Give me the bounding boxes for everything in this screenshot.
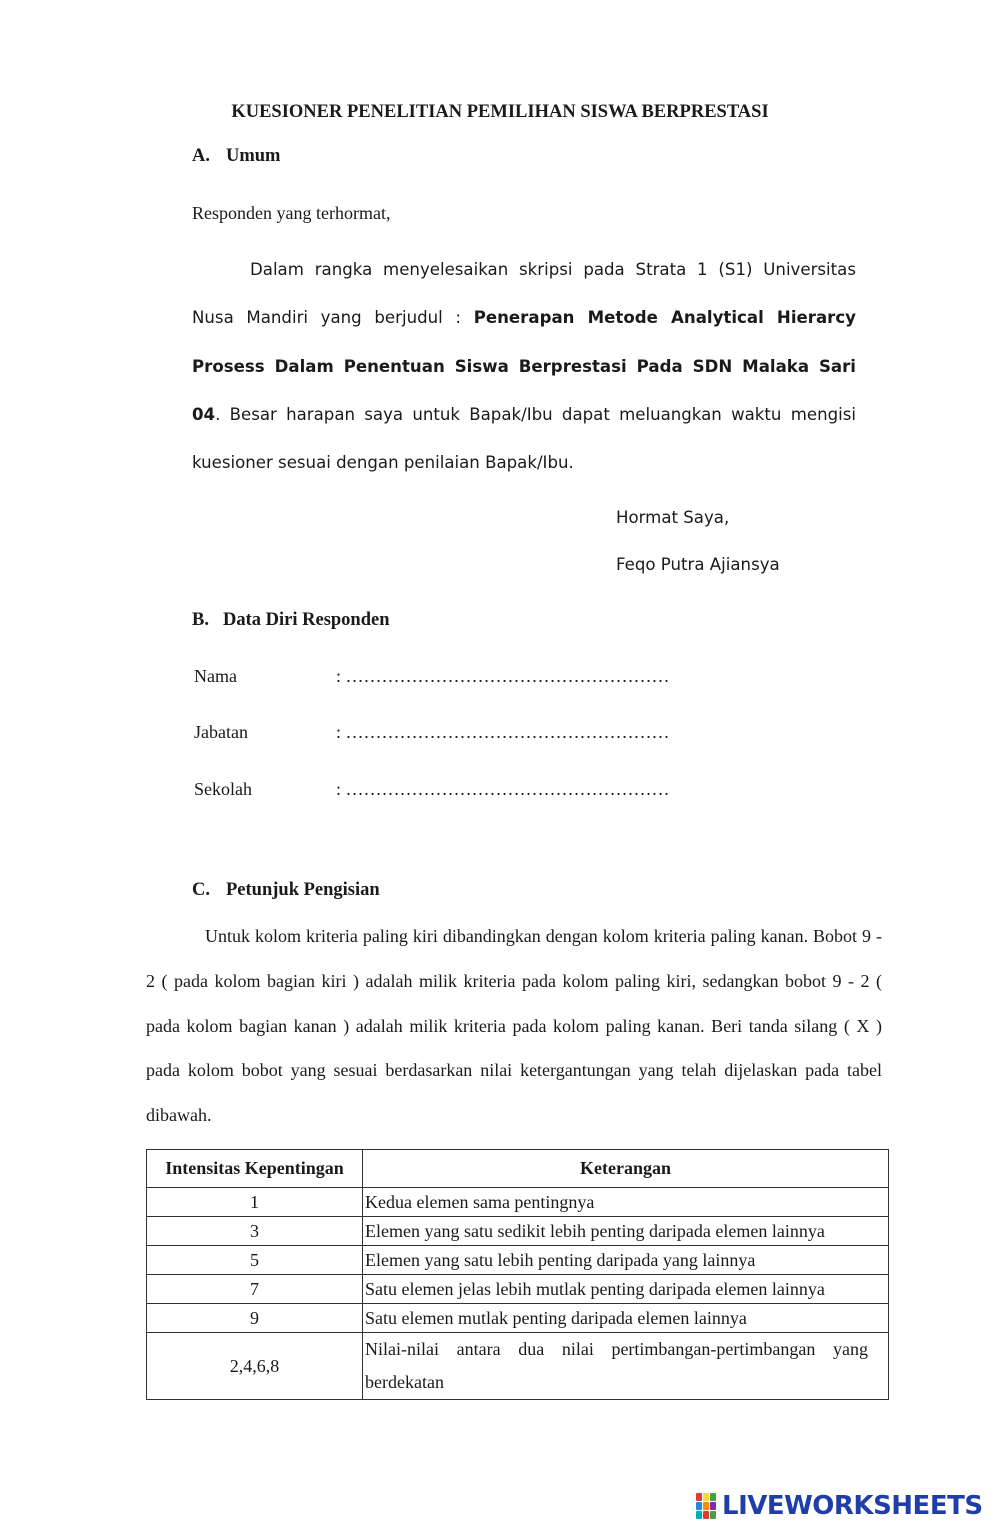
- intensity-description: Elemen yang satu lebih penting daripada yang lainnya: [363, 1246, 889, 1275]
- table-row: [147, 1246, 889, 1275]
- section-a-heading: [192, 146, 280, 167]
- section-a-letter: A.: [192, 146, 210, 166]
- intro-text-2: . Besar harapan saya untuk Bapak/Ibu dapat meluangkan waktu mengisi kuesioner sesuai dengan penilaian Bapak/Ibu.: [192, 404, 856, 473]
- salutation: Responden yang terhormat,: [192, 203, 391, 223]
- section-c-letter: C.: [192, 880, 210, 900]
- thesis-title: Penerapan Metode Analytical Hierarcy Prosess Dalam Penentuan Siswa Berprestasi Pada SDN Malaka Sari 04: [192, 308, 856, 424]
- header-intensity: Intensitas Kepentingan: [147, 1150, 363, 1188]
- intensity-value: 5: [147, 1246, 363, 1275]
- intensity-value: 9: [147, 1304, 363, 1333]
- section-b-heading: [192, 610, 390, 631]
- field-label: Jabatan: [194, 722, 248, 742]
- instructions-text: Untuk kolom kriteria paling kiri dibandingkan dengan kolom kriteria paling kanan. Bobot 9 - 2 ( pada kolom bagian kiri ) adalah milik kriteria pada kolom paling kiri, sedangkan bobot 9 - 2 ( pada kolom bagian kanan ) adalah milik kriteria pada kolom paling kanan. Beri tanda silang ( X ) pada kolom bobot yang sesuai berdasarkan nilai ketergantungan yang telah dijelaskan pada tabel dibawah.: [146, 926, 882, 1126]
- header-description: Keterangan: [363, 1150, 889, 1188]
- field-label: Sekolah: [194, 779, 252, 799]
- intensity-description: Satu elemen mutlak penting daripada elemen lainnya: [363, 1304, 889, 1333]
- table-row: [147, 1304, 889, 1333]
- closing: Hormat Saya,: [616, 508, 730, 527]
- liveworksheets-icon: [696, 1493, 718, 1519]
- field-nama[interactable]: [194, 666, 670, 687]
- table-row: [147, 1333, 889, 1400]
- liveworksheets-logo: [696, 1488, 983, 1524]
- field-label: Nama: [194, 666, 237, 686]
- intensity-description: Nilai-nilai antara dua nilai pertimbangan-pertimbangan yang berdekatan: [363, 1333, 889, 1400]
- table-row: [147, 1275, 889, 1304]
- section-b-letter: B.: [192, 610, 209, 630]
- intensity-table: [146, 1149, 889, 1400]
- table-row: [147, 1217, 889, 1246]
- table-row: [147, 1188, 889, 1217]
- document-title: KUESIONER PENELITIAN PEMILIHAN SISWA BERPRESTASI: [231, 102, 769, 122]
- section-b-title: Data Diri Responden: [223, 610, 390, 630]
- field-blank[interactable]: : ………………………………………………: [336, 722, 670, 742]
- intensity-description: Kedua elemen sama pentingnya: [363, 1188, 889, 1217]
- field-sekolah[interactable]: [194, 779, 670, 800]
- field-blank[interactable]: : ………………………………………………: [336, 666, 670, 686]
- intensity-value: 1: [147, 1188, 363, 1217]
- instructions-paragraph: [146, 914, 882, 1138]
- intro-text-1: Dalam rangka menyelesaikan skripsi pada Strata 1 (S1) Universitas Nusa Mandiri yang berjudul :: [192, 260, 856, 328]
- intensity-value: 7: [147, 1275, 363, 1304]
- table-header-row: [147, 1150, 889, 1188]
- watermark-text: LIVEWORKSHEETS: [722, 1491, 983, 1521]
- field-blank[interactable]: : ………………………………………………: [336, 779, 670, 799]
- field-jabatan[interactable]: [194, 722, 670, 743]
- section-c-heading: [192, 880, 380, 901]
- author-name: Feqo Putra Ajiansya: [616, 555, 780, 574]
- intensity-value: 2,4,6,8: [147, 1333, 363, 1400]
- intensity-description: Elemen yang satu sedikit lebih penting daripada elemen lainnya: [363, 1217, 889, 1246]
- section-c-title: Petunjuk Pengisian: [226, 880, 380, 900]
- intensity-description: Satu elemen jelas lebih mutlak penting daripada elemen lainnya: [363, 1275, 889, 1304]
- intro-paragraph: [192, 246, 856, 487]
- section-a-title: Umum: [226, 146, 281, 166]
- intensity-value: 3: [147, 1217, 363, 1246]
